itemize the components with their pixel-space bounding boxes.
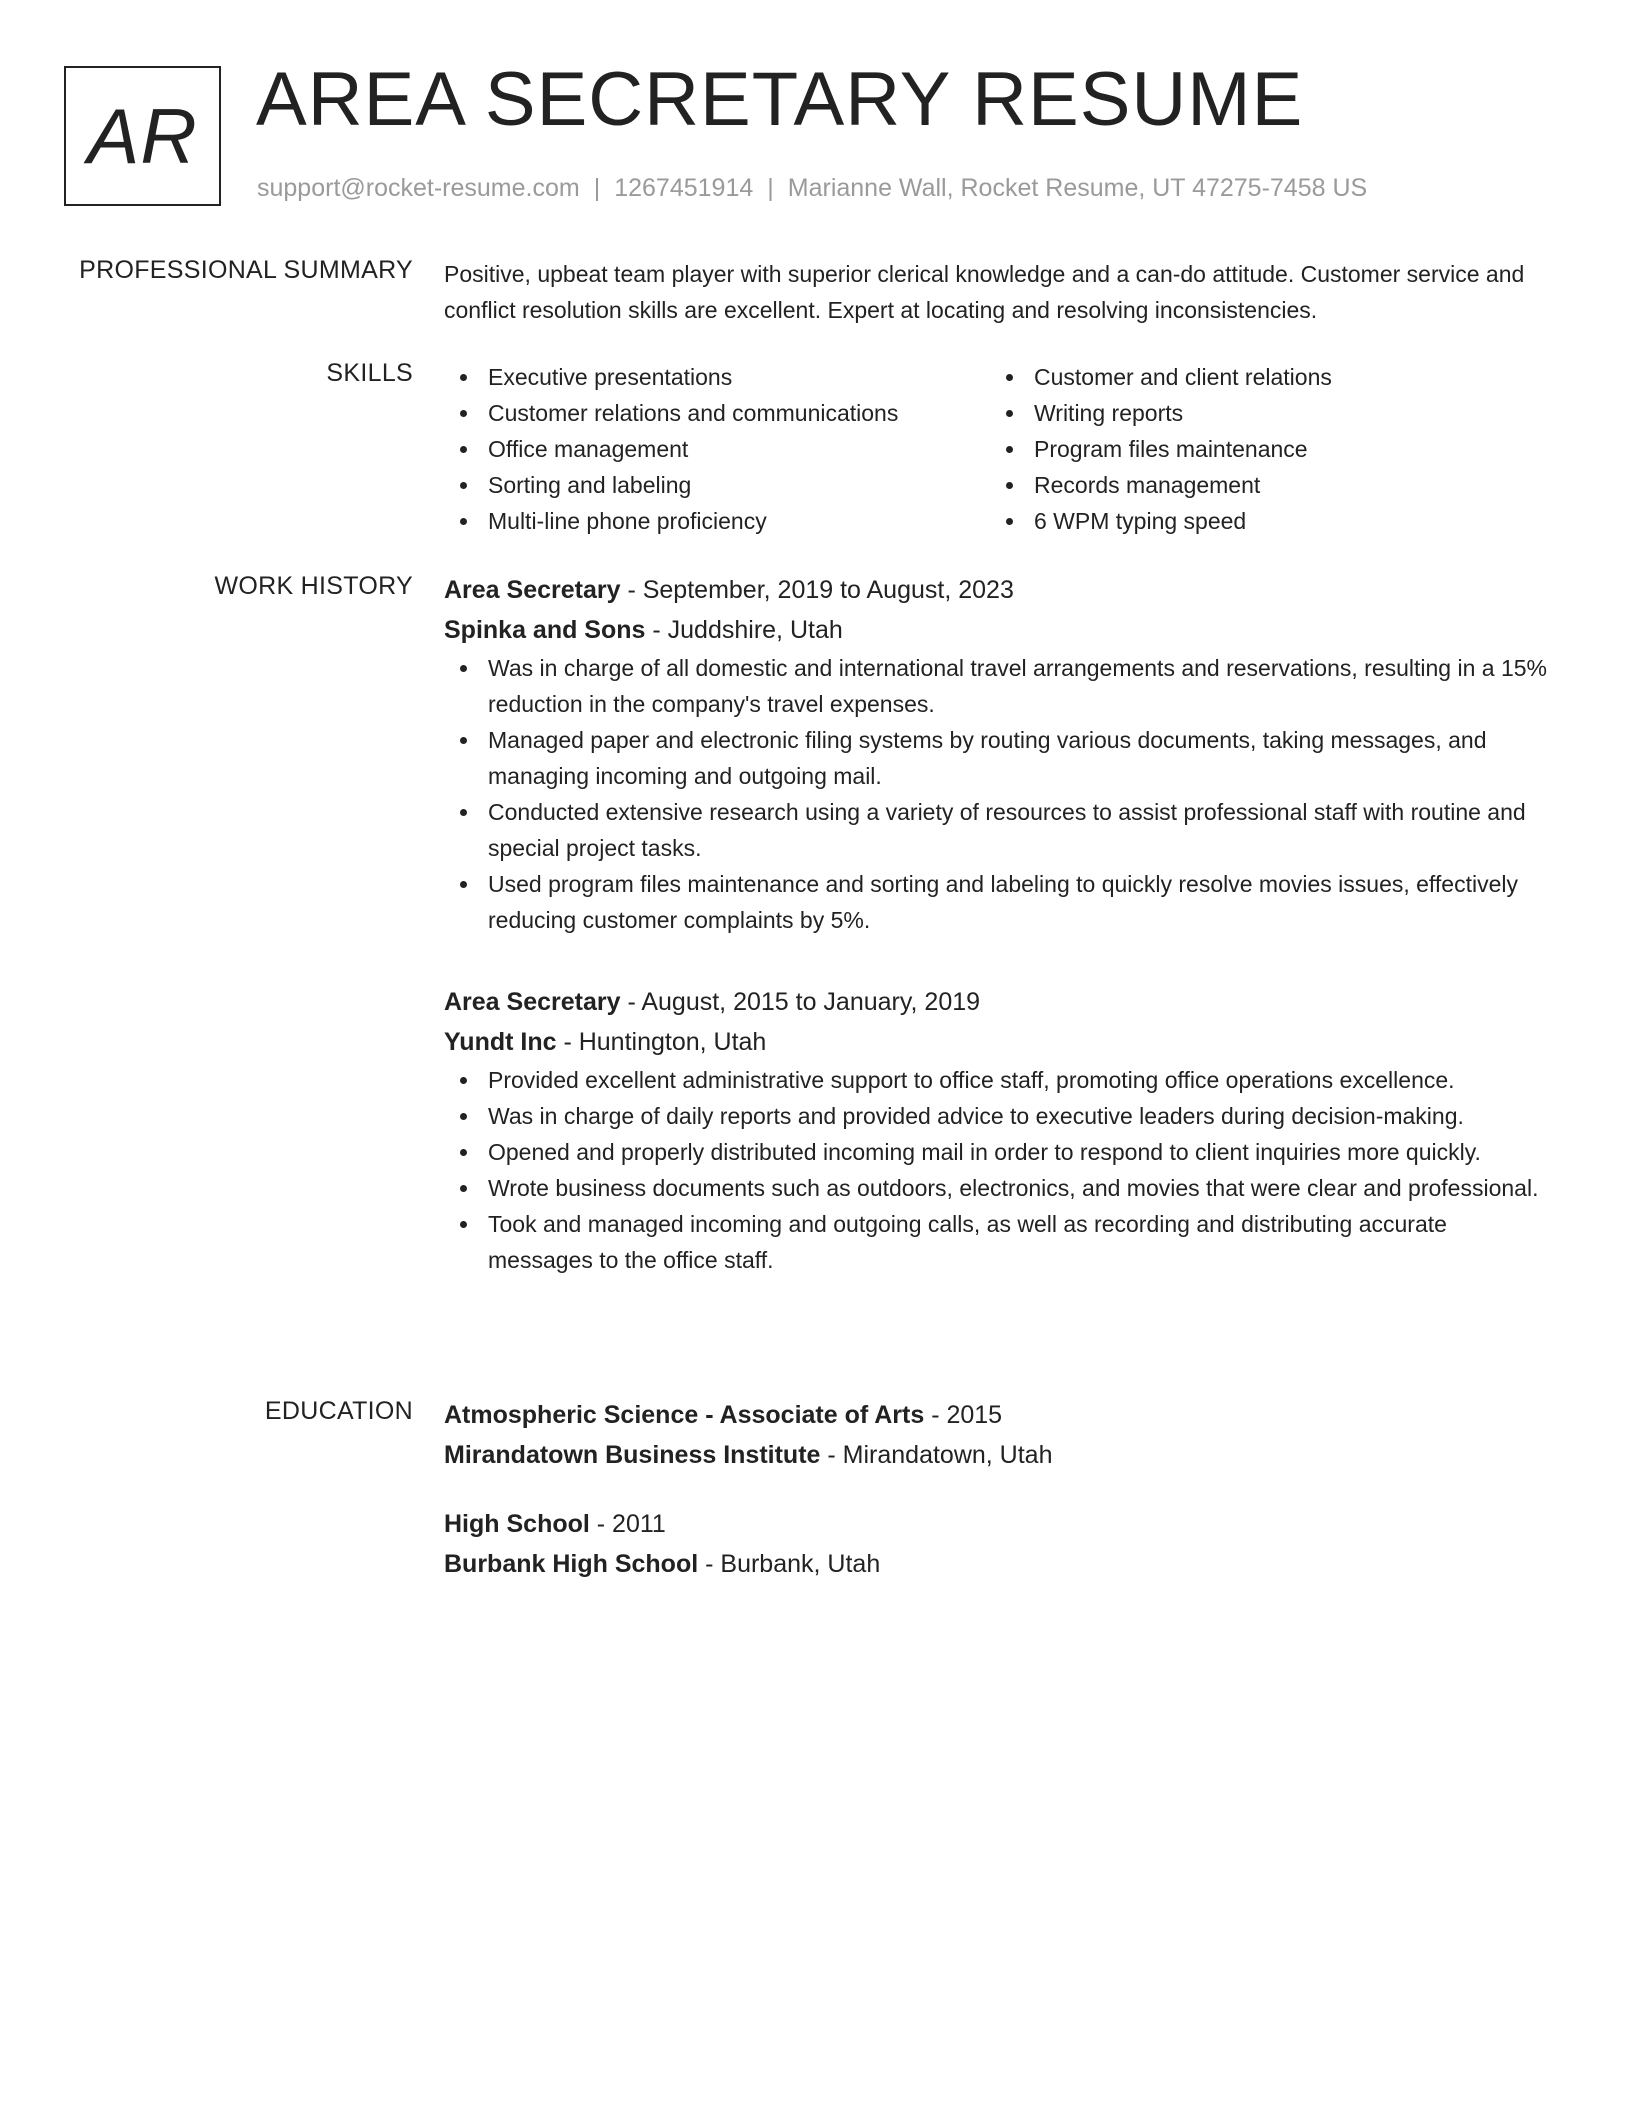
skill-item: Program files maintenance <box>990 431 1536 467</box>
skill-item: Customer relations and communications <box>444 395 990 431</box>
job-title-line <box>444 982 1556 1022</box>
job-title-line <box>444 570 1556 610</box>
degree-year: - 2015 <box>924 1401 1003 1429</box>
degree-name: Atmospheric Science - Associate of Arts <box>444 1401 925 1429</box>
school-name: Mirandatown Business Institute <box>444 1441 821 1469</box>
contact-separator: | <box>767 174 774 202</box>
job-title: Area Secretary <box>444 988 621 1016</box>
job-duty: Was in charge of all domestic and international travel arrangements and reservations, resulting in a 15% reduction in the company's travel expenses. <box>444 650 1556 722</box>
job-duties-list <box>444 650 1556 938</box>
degree-line <box>444 1504 1556 1544</box>
school-location: - Burbank, Utah <box>698 1550 881 1578</box>
school-line <box>444 1544 1556 1584</box>
degree-name: High School <box>444 1510 590 1538</box>
job-duty: Wrote business documents such as outdoors, electronics, and movies that were clear and professional. <box>444 1170 1556 1206</box>
job-company: Spinka and Sons <box>444 616 646 644</box>
work-history-heading: WORK HISTORY <box>214 572 413 600</box>
summary-text: Positive, upbeat team player with superior clerical knowledge and a can-do attitude. Customer service and conflict resolution skills are excellent. Expert at locating and resolving inconsistencies. <box>444 261 1525 323</box>
education-entry <box>444 1395 1556 1475</box>
skill-item: Executive presentations <box>444 359 990 395</box>
job-entry <box>444 570 1556 938</box>
skill-item: Sorting and labeling <box>444 467 990 503</box>
degree-year: - 2011 <box>589 1510 666 1538</box>
skill-item: Records management <box>990 467 1536 503</box>
job-duty: Took and managed incoming and outgoing calls, as well as recording and distributing accurate messages to the office staff. <box>444 1206 1556 1278</box>
contact-email: support@rocket-resume.com <box>257 174 580 202</box>
job-duty: Was in charge of daily reports and provided advice to executive leaders during decision-making. <box>444 1098 1556 1134</box>
monogram-badge: AR <box>64 66 221 206</box>
job-duty: Opened and properly distributed incoming mail in order to respond to client inquiries more quickly. <box>444 1134 1556 1170</box>
skill-item: Customer and client relations <box>990 359 1536 395</box>
page-title: AREA SECRETARY RESUME <box>256 57 1304 142</box>
job-company-line <box>444 1022 1556 1062</box>
job-company-line <box>444 610 1556 650</box>
school-name: Burbank High School <box>444 1550 699 1578</box>
skills-heading: SKILLS <box>326 359 413 387</box>
skill-item: Office management <box>444 431 990 467</box>
job-location: - Juddshire, Utah <box>645 616 843 644</box>
job-dates: - August, 2015 to January, 2019 <box>620 988 981 1016</box>
contact-separator: | <box>593 174 601 202</box>
resume-header <box>64 57 1564 210</box>
degree-line <box>444 1395 1556 1435</box>
job-company: Yundt Inc <box>444 1028 557 1056</box>
job-duty: Provided excellent administrative support to office staff, promoting office operations excellence. <box>444 1062 1556 1098</box>
education-entry <box>444 1504 1556 1584</box>
school-location: - Mirandatown, Utah <box>820 1441 1053 1469</box>
job-dates: - September, 2019 to August, 2023 <box>620 576 1014 604</box>
job-duty: Used program files maintenance and sorting and labeling to quickly resolve movies issues, effectively reducing customer complaints by 5%. <box>444 866 1556 938</box>
job-duty: Managed paper and electronic filing systems by routing various documents, taking messages, and managing incoming and outgoing mail. <box>444 722 1556 794</box>
job-title: Area Secretary <box>444 576 621 604</box>
skills-list-left <box>444 359 990 539</box>
skills-list-right <box>990 359 1536 539</box>
skill-item: Multi-line phone proficiency <box>444 503 990 539</box>
contact-line <box>257 174 1367 203</box>
job-duty: Conducted extensive research using a variety of resources to assist professional staff with routine and special project tasks. <box>444 794 1556 866</box>
skill-item: Writing reports <box>990 395 1536 431</box>
summary-heading: PROFESSIONAL SUMMARY <box>79 256 413 284</box>
education-heading: EDUCATION <box>264 1397 413 1425</box>
contact-address: Marianne Wall, Rocket Resume, UT 47275-7458 US <box>787 174 1368 202</box>
job-duties-list <box>444 1062 1556 1278</box>
skill-item: 6 WPM typing speed <box>990 503 1536 539</box>
job-location: - Huntington, Utah <box>556 1028 767 1056</box>
job-entry <box>444 982 1556 1278</box>
contact-phone: 1267451914 <box>614 174 754 202</box>
skills-columns <box>444 359 1556 539</box>
school-line <box>444 1435 1556 1475</box>
